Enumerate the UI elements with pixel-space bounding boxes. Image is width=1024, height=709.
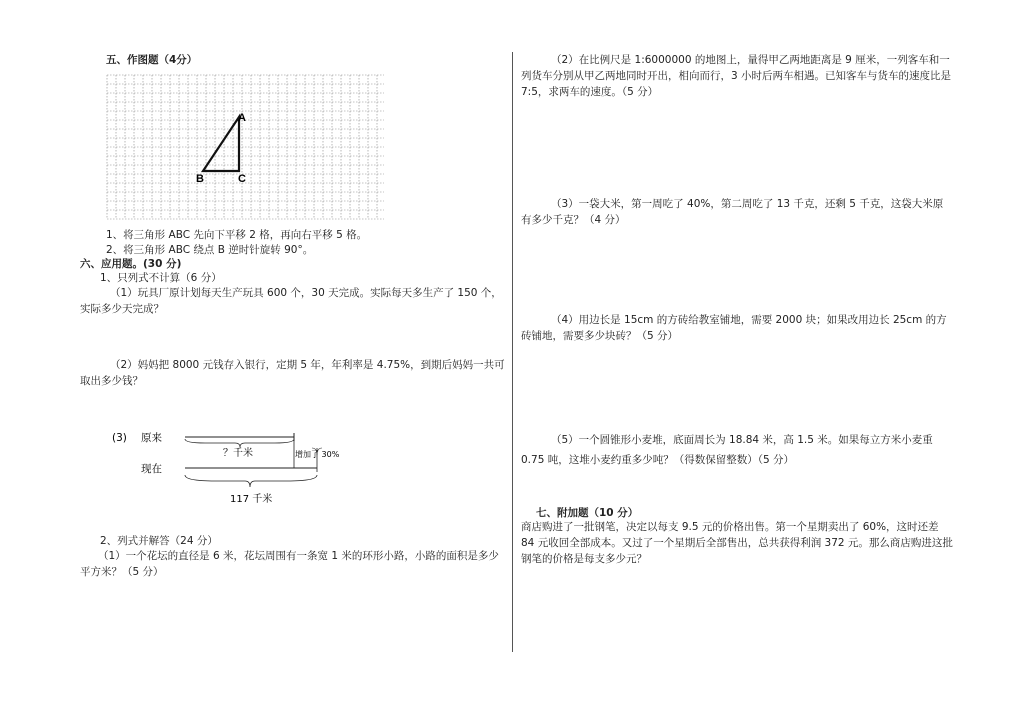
line-segment-diagram [105,425,405,507]
problem-1: （1）玩具厂原计划每天生产玩具 600 个，30 天完成。实际每天多生产了 150 个，实际多少天完成？ [80,287,502,315]
right-q4: （4）用边长是 15cm 的方砖给教室铺地，需要 2000 块；如果改用边长 25cm 的方砖铺地，需要多少块砖？（5 分） [521,314,947,342]
part-2-q1: （1）一个花坛的直径是 6 米，花坛周围有一条宽 1 米的环形小路，小路的面积是多少平方米？（5 分） [80,550,499,578]
label-total: 117 千米 [230,494,273,505]
column-divider [512,52,513,652]
right-q3: （3）一袋大米，第一周吃了 40%，第二周吃了 13 千克，还剩 5 千克，这袋大米原有多少千克？（4 分） [521,198,944,226]
right-q5: （5）一个圆锥形小麦堆，底面周长为 18.84 米，高 1.5 米。如果每立方米小麦重 0.75 吨，这堆小麦约重多少吨？（得数保留整数）（5 分） [521,434,933,466]
section-5-q2: 2、将三角形 ABC 绕点 B 逆时针旋转 90°。 [106,244,314,256]
section-5-title: 五、作图题（4分） [106,54,198,66]
extra-question: 商店购进了一批钢笔，决定以每支 9.5 元的价格出售。第一个星期卖出了 60%，这时还差 84 元收回全部成本。又过了一个星期后全部售出，总共获得利润 372 元。那么商店购进这批钢笔的价格是每支多少元？ [521,521,953,565]
label-unknown: ？千米 [223,448,253,459]
triangle-abc [203,117,239,171]
section-6-title: 六、应用题。(30 分) [80,258,182,270]
section-5-q1: 1、将三角形 ABC 先向下平移 2 格，再向右平移 5 格。 [106,229,368,241]
problem-3-number: (3) [112,432,127,444]
label-b: B [196,173,204,185]
section-7-title: 七、附加题（10 分） [536,507,639,519]
label-a: A [238,112,246,124]
label-c: C [238,173,246,185]
label-increase: 增加了 30% [295,450,340,459]
label-now: 现在 [141,463,162,475]
drawing-grid [106,74,384,220]
part-1-title: 1、只列式不计算（6 分） [100,272,222,284]
right-q2: （2）在比例尺是 1:6000000 的地图上，量得甲乙两地距离是 9 厘米，一列客车和一列货车分别从甲乙两地同时开出，相向而行，3 小时后两车相遇。已知客车与货车的速度比是 7:5，求两车的速度。（5 分） [521,54,952,98]
problem-2: （2）妈妈把 8000 元钱存入银行，定期 5 年，年利率是 4.75%，到期后妈妈一共可取出多少钱？ [80,359,505,387]
label-original: 原来 [141,432,162,444]
part-2-title: 2、列式并解答（24 分） [100,535,218,547]
